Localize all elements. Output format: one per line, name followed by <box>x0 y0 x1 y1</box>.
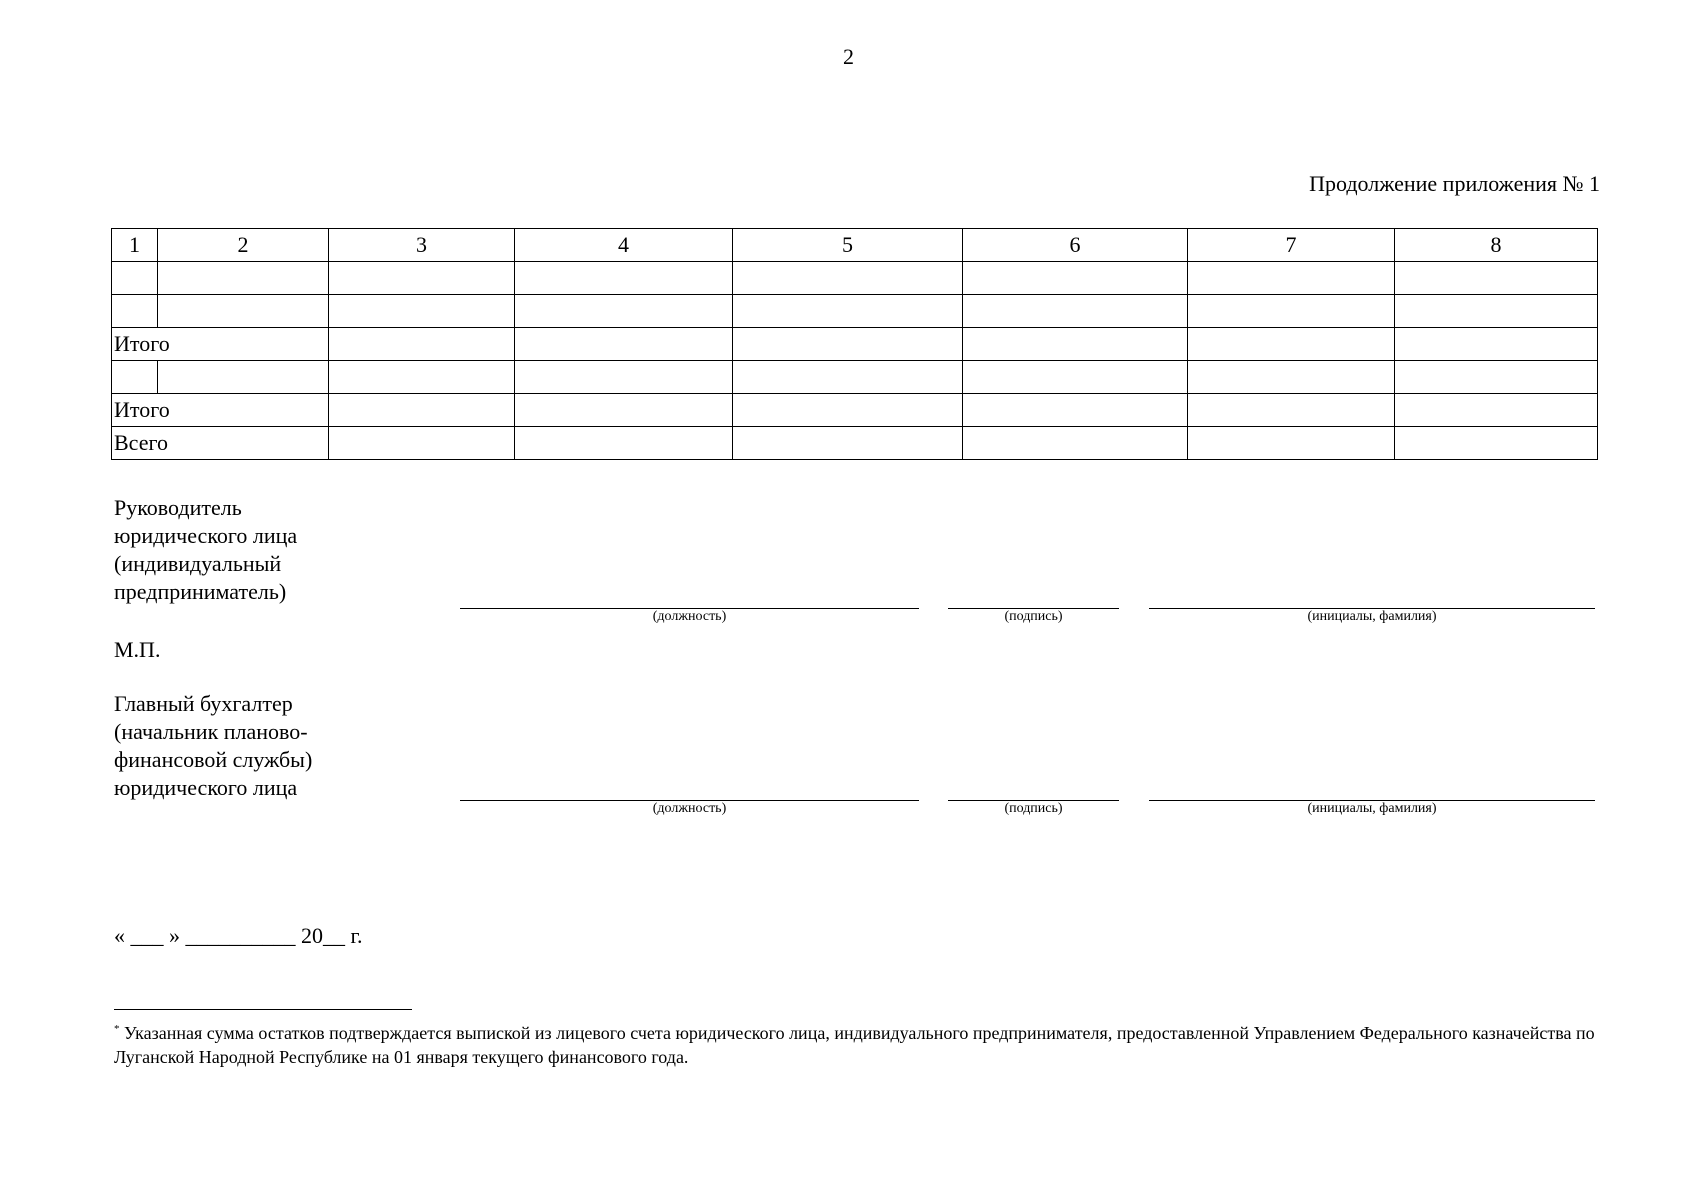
table-cell <box>515 328 733 361</box>
table-cell <box>515 295 733 328</box>
table-cell <box>329 427 515 460</box>
table-cell <box>1395 427 1598 460</box>
column-header: 4 <box>515 229 733 262</box>
table-cell <box>158 361 329 394</box>
grand-total-label: Всего <box>112 427 329 460</box>
column-header: 2 <box>158 229 329 262</box>
table-cell <box>329 394 515 427</box>
table-cell <box>963 427 1188 460</box>
accountant-position-caption: (должность) <box>652 801 727 816</box>
page-number: 2 <box>843 44 854 69</box>
table-row <box>112 295 1598 328</box>
table-cell <box>1188 262 1395 295</box>
accountant-signature-caption: (подпись) <box>1004 801 1063 816</box>
table-cell <box>158 295 329 328</box>
table-cell <box>733 262 963 295</box>
table-cell <box>329 361 515 394</box>
balance-table <box>111 228 1598 460</box>
table-row <box>112 262 1598 295</box>
table-cell <box>1395 262 1598 295</box>
table-cell <box>1188 361 1395 394</box>
subtotal-row <box>112 394 1598 427</box>
footnote-divider <box>114 1009 412 1010</box>
table-cell <box>1188 328 1395 361</box>
date-line[interactable]: « ___ » __________ 20__ г. <box>114 923 363 948</box>
table-cell <box>515 427 733 460</box>
table-cell <box>963 394 1188 427</box>
table-cell <box>515 361 733 394</box>
accountant-name-caption: (инициалы, фамилия) <box>1307 801 1437 816</box>
table-cell <box>733 295 963 328</box>
table-cell <box>733 361 963 394</box>
table-cell <box>733 328 963 361</box>
table-cell <box>515 262 733 295</box>
manager-position-caption: (должность) <box>652 609 727 624</box>
column-header: 1 <box>112 229 158 262</box>
manager-signature-label: Руководитель юридического лица (индивидуальный предприниматель) <box>114 495 298 604</box>
table-cell <box>963 295 1188 328</box>
column-header: 7 <box>1188 229 1395 262</box>
table-cell <box>963 262 1188 295</box>
table-cell <box>329 328 515 361</box>
manager-name-caption: (инициалы, фамилия) <box>1307 609 1437 624</box>
table-cell <box>1188 394 1395 427</box>
table-cell <box>158 262 329 295</box>
table-cell <box>1395 295 1598 328</box>
table-cell <box>1395 394 1598 427</box>
table-cell <box>329 295 515 328</box>
table-cell <box>329 262 515 295</box>
appendix-continuation-note: Продолжение приложения № 1 <box>1309 171 1600 196</box>
table-cell <box>963 328 1188 361</box>
table-header-row <box>112 229 1598 262</box>
table-cell <box>112 262 158 295</box>
grand-total-row <box>112 427 1598 460</box>
table-cell <box>963 361 1188 394</box>
table-cell <box>515 394 733 427</box>
table-cell <box>112 361 158 394</box>
footnote-marker: * <box>114 1023 120 1035</box>
subtotal-label: Итого <box>112 394 329 427</box>
table-cell <box>112 295 158 328</box>
footnote-text: Указанная сумма остатков подтверждается выпиской из лицевого счета юридического лица, индивидуального предпринимателя, предоставленной Управлением Федерального казначейства по Луганской Народной Республике на 01 января текущего финансового года. <box>114 1023 1595 1067</box>
table-cell <box>733 427 963 460</box>
column-header: 3 <box>329 229 515 262</box>
table-cell <box>1188 295 1395 328</box>
table-cell <box>1395 361 1598 394</box>
table-cell <box>1395 328 1598 361</box>
subtotal-label: Итого <box>112 328 329 361</box>
stamp-label: М.П. <box>114 637 161 662</box>
manager-signature-caption: (подпись) <box>1004 609 1063 624</box>
table-cell <box>733 394 963 427</box>
column-header: 8 <box>1395 229 1598 262</box>
column-header: 6 <box>963 229 1188 262</box>
accountant-signature-label: Главный бухгалтер (начальник планово- финансовой службы) юридического лица <box>114 691 313 800</box>
table-row <box>112 361 1598 394</box>
column-header: 5 <box>733 229 963 262</box>
table-cell <box>1188 427 1395 460</box>
subtotal-row <box>112 328 1598 361</box>
footnote <box>114 1017 1604 1069</box>
